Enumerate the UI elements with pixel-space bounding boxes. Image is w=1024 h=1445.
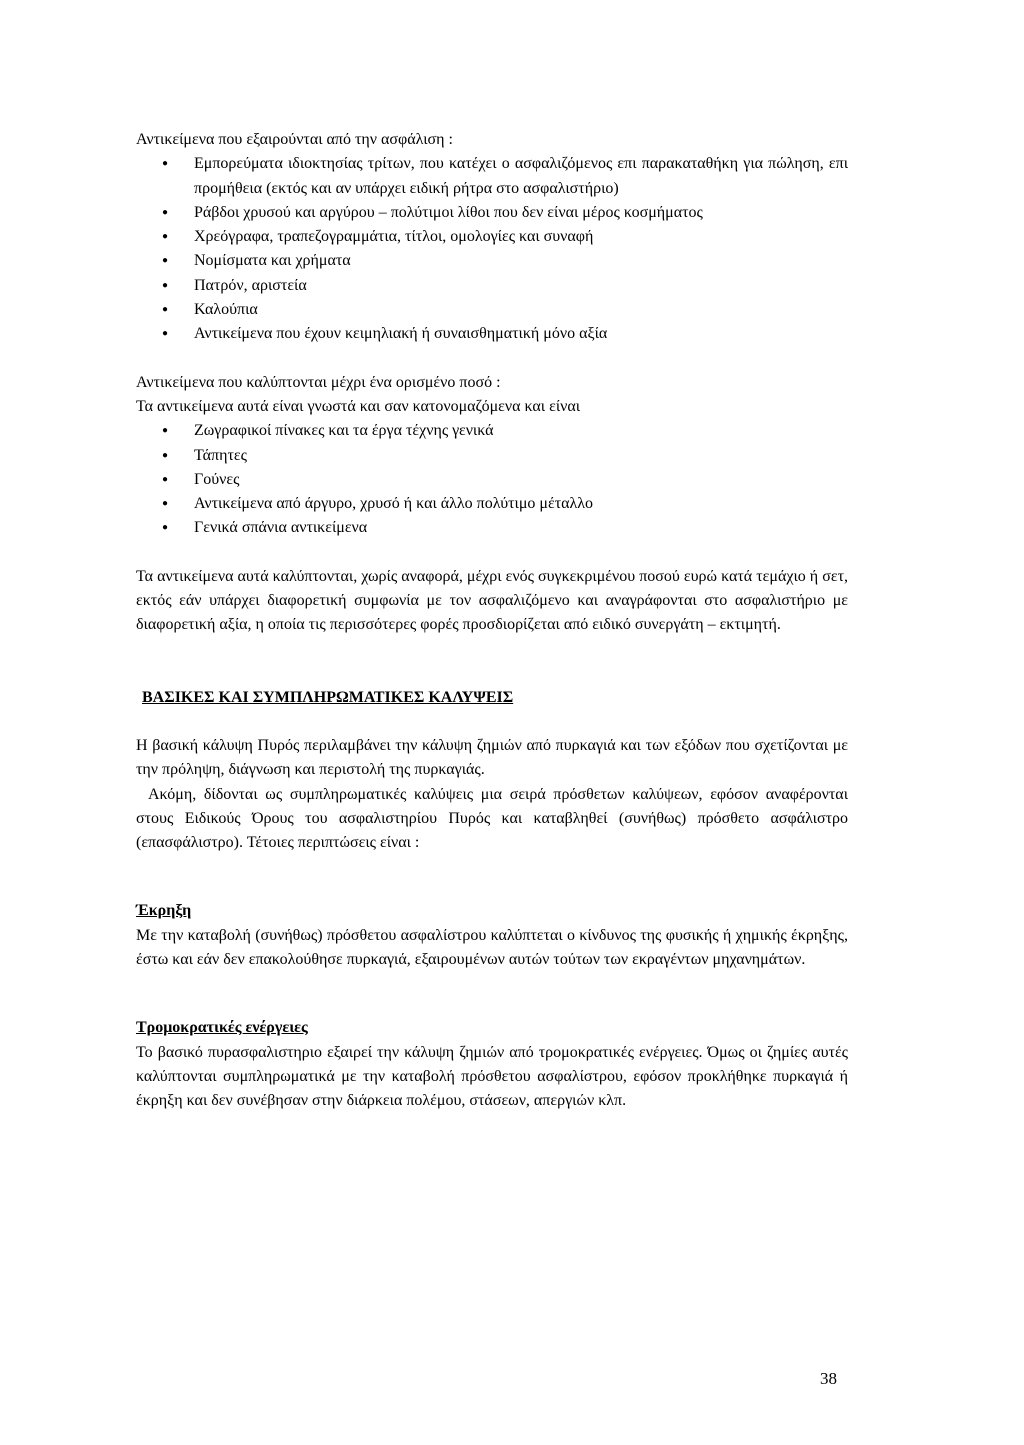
list-item: ● Νομίσματα και χρήματα: [194, 249, 848, 273]
list-item: ● Τάπητες: [194, 444, 848, 468]
explosion-text: Με την καταβολή (συνήθως) πρόσθετου ασφαλίστρου καλύπτεται ο κίνδυνος της φυσικής ή χημικής έκρηξης, έστω και εάν δεν επακολούθησε πυρκαγιά, εξαιρουμένων αυτών τούτων των εκραγέντων μηχανημάτων.: [136, 926, 848, 969]
list-item: ● Καλούπια: [194, 298, 848, 322]
document-body: [136, 128, 848, 1114]
excluded-list: [136, 152, 848, 346]
limited-list: [136, 419, 848, 540]
spacer: [136, 347, 848, 371]
limited-title: Αντικείμενα που καλύπτονται μέχρι ένα ορισμένο ποσό :: [136, 373, 501, 391]
limited-intro: Τα αντικείμενα αυτά είναι γνωστά και σαν κατονομαζόμενα και είναι: [136, 397, 581, 415]
list-item: ● Γούνες: [194, 468, 848, 492]
explosion-section: [136, 899, 848, 972]
list-item: ● Ράβδοι χρυσού και αργύρου – πολύτιμοι λίθοι που δεν είναι μέρος κοσμήματος: [194, 201, 848, 225]
list-item: ● Γενικά σπάνια αντικείμενα: [194, 516, 848, 540]
coverages-paragraph-2: Ακόμη, δίδονται ως συμπληρωματικές καλύψεις μια σειρά πρόσθετων καλύψεων, εφόσον αναφέρονται στους Ειδικούς Όρους του ασφαλιστηρίου Πυρός και καταβληθεί (συνήθως) πρόσθετο ασφάλιστρο (επασφάλιστρο). Τέτοιες περιπτώσεις είναι :: [136, 785, 848, 852]
list-item: ● Ζωγραφικοί πίνακες και τα έργα τέχνης γενικά: [194, 419, 848, 443]
list-item: ● Χρεόγραφα, τραπεζογραμμάτια, τίτλοι, ομολογίες και συναφή: [194, 225, 848, 249]
coverages-paragraph-1: Η βασική κάλυψη Πυρός περιλαμβάνει την κάλυψη ζημιών από πυρκαγιά και των εξόδων που σχετίζονται με την πρόληψη, διάγνωση και περιστολή της πυρκαγιάς.: [136, 736, 848, 779]
coverages-section: [136, 686, 848, 856]
page-number: 38: [820, 1369, 837, 1388]
terrorism-section: [136, 1016, 848, 1113]
spacer: [136, 710, 848, 734]
list-item: ● Πατρόν, αριστεία: [194, 274, 848, 298]
spacer: [136, 638, 848, 686]
spacer: [136, 972, 848, 1016]
limited-objects-section: [136, 371, 848, 638]
terrorism-text: Το βασικό πυρασφαλιστηριο εξαιρεί την κάλυψη ζημιών από τρομοκρατικές ενέργειες. Όμως οι ζημίες αυτές καλύπτονται συμπληρωματικά με την καταβολή πρόσθετου ασφαλίστρου, εφόσον προκλήθηκε πυρκαγιά ή έκρηξη και δεν συνέβησαν στην διάρκεια πολέμου, στάσεων, απεργιών κλπ.: [136, 1043, 848, 1110]
excluded-objects-section: [136, 128, 848, 347]
explosion-heading: Έκρηξη: [136, 902, 192, 920]
list-item: ● Αντικείμενα που έχουν κειμηλιακή ή συναισθηματική μόνο αξία: [194, 322, 848, 346]
terrorism-heading: Τρομοκρατικές ενέργειες: [136, 1019, 308, 1037]
list-item: ● Αντικείμενα από άργυρο, χρυσό ή και άλλο πολύτιμο μέταλλο: [194, 492, 848, 516]
spacer: [136, 855, 848, 899]
limited-note: Τα αντικείμενα αυτά καλύπτονται, χωρίς αναφορά, μέχρι ενός συγκεκριμένου ποσού ευρώ κατά τεμάχιο ή σετ, εκτός εάν υπάρχει διαφορετική συμφωνία με τον ασφαλιζόμενο και αναγράφονται στο ασφαλιστήριο με διαφορετική αξία, η οποία τις περισσότερες φορές προσδιορίζεται από ειδικό συνεργάτη – εκτιμητή.: [136, 567, 848, 634]
spacer: [136, 541, 848, 565]
excluded-title: Αντικείμενα που εξαιρούνται από την ασφάλιση :: [136, 131, 453, 148]
section-heading: ΒΑΣΙΚΕΣ ΚΑΙ ΣΥΜΠΛΗΡΩΜΑΤΙΚΕΣ ΚΑΛΥΨΕΙΣ: [142, 688, 514, 706]
list-item: ● Εμπορεύματα ιδιοκτησίας τρίτων, που κατέχει ο ασφαλιζόμενος επι παρακαταθήκη για πώληση, επι προμήθεια (εκτός και αν υπάρχει ειδική ρήτρα στο ασφαλιστήριο): [194, 152, 848, 201]
